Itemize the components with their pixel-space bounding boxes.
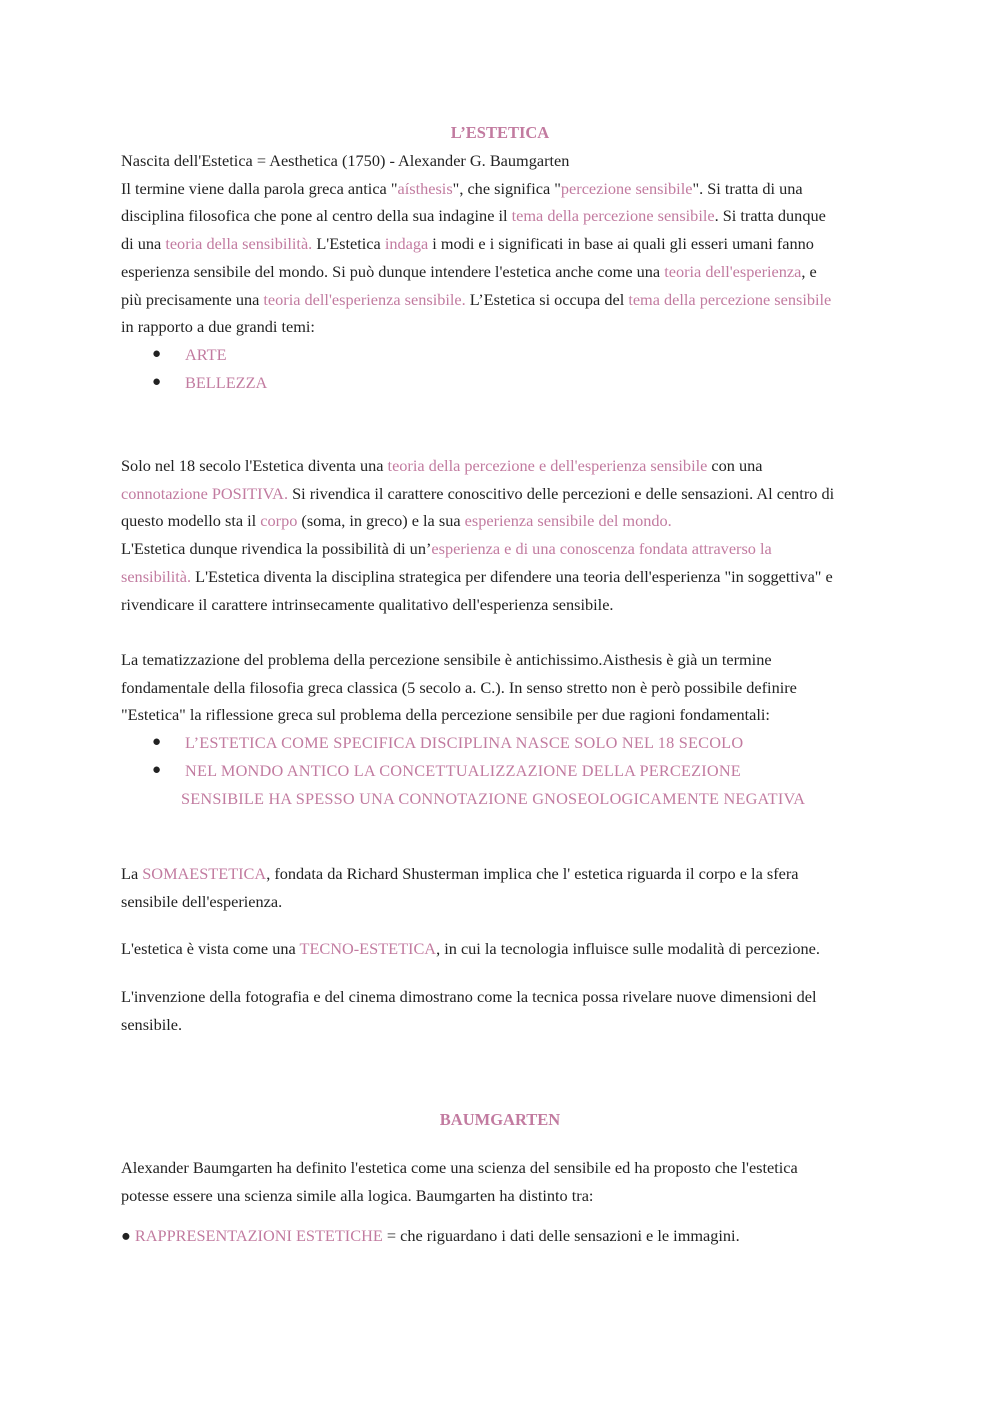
- highlight-teoria-esperienza-sensibile: teoria dell'esperienza sensibile.: [263, 289, 466, 309]
- p2-line-4: [121, 535, 891, 563]
- text: L'estetica è vista come una: [121, 939, 300, 958]
- highlight: sensibilità.: [121, 566, 192, 586]
- text: Si rivendica il carattere conoscitivo delle percezioni e delle sensazioni. Al centro di: [288, 483, 835, 503]
- highlight: teoria della percezione e dell'esperienza sensibile: [387, 456, 708, 475]
- text: (soma, in greco) e la sua: [297, 511, 465, 531]
- highlight-aisthesis: aísthesis: [397, 178, 453, 198]
- paragraph-18-secolo: [121, 452, 891, 618]
- intro-line-6: [121, 286, 891, 314]
- paragraph-rappresentazioni: [121, 1222, 891, 1250]
- intro-line-2: [121, 175, 891, 203]
- bullet-icon: ●: [152, 346, 162, 362]
- text: L'Estetica dunque rivendica la possibilità di un’: [121, 539, 432, 559]
- p4-line-2: sensibile dell'esperienza.: [121, 891, 283, 911]
- highlight-tema-percezione: tema della percezione sensibile: [628, 289, 832, 309]
- text: disciplina filosofica che pone al centro della sua indagine il: [121, 206, 512, 226]
- text: L’Estetica si occupa del: [465, 289, 629, 309]
- paragraph-fotografia: [121, 983, 891, 1038]
- text: L'Estetica diventa la disciplina strategica per difendere una teoria dell'esperienza "in soggettiva" e: [191, 566, 833, 586]
- p5-line-1: [121, 935, 891, 963]
- paragraph-baumgarten: [121, 1154, 891, 1209]
- text: Solo nel 18 secolo l'Estetica diventa una: [121, 456, 388, 475]
- text: ". Si tratta di una: [692, 178, 803, 198]
- bullet-icon: ●: [152, 762, 162, 778]
- intro-line-1: Nascita dell'Estetica = Aesthetica (1750) - Alexander G. Baumgarten: [121, 151, 570, 170]
- text: esperienza sensibile del mondo. Si può dunque intendere l'estetica anche come una: [121, 261, 665, 281]
- p4-line-1: [121, 860, 891, 888]
- bullet-icon: ●: [121, 1226, 135, 1245]
- bullet-icon: ●: [152, 374, 162, 390]
- highlight: esperienza e di una conoscenza fondata attraverso la: [431, 539, 772, 559]
- highlight: corpo: [260, 511, 298, 531]
- text: L'Estetica: [312, 234, 385, 254]
- p2-line-3: [121, 507, 891, 535]
- text: di una: [121, 234, 166, 254]
- list-item-disciplina: L’ESTETICA COME SPECIFICA DISCIPLINA NASCE SOLO NEL 18 SECOLO: [185, 733, 744, 752]
- text: questo modello sta il: [121, 511, 261, 531]
- highlight-indaga: indaga: [384, 234, 429, 254]
- intro-line-7: in rapporto a due grandi temi:: [121, 317, 315, 337]
- p2-line-1: [121, 452, 891, 480]
- intro-line-5: [121, 258, 891, 286]
- highlight-teoria-esperienza: teoria dell'esperienza: [664, 261, 802, 281]
- list-item-arte: ARTE: [185, 345, 227, 364]
- list-item-mondo-antico-cont: SENSIBILE HA SPESSO UNA CONNOTAZIONE GNOSEOLOGICAMENTE NEGATIVA: [181, 789, 806, 808]
- text: i modi e i significati in base ai quali gli esseri umani fanno: [428, 234, 814, 254]
- text: , in cui la tecnologia influisce sulle modalità di percezione.: [436, 939, 820, 958]
- paragraph-intro: [121, 147, 891, 341]
- text: La: [121, 864, 143, 883]
- highlight-tema: tema della percezione sensibile: [511, 206, 715, 226]
- text: , e: [801, 261, 817, 281]
- intro-line-3: [121, 202, 891, 230]
- highlight-percezione-sensibile: percezione sensibile: [560, 178, 693, 198]
- paragraph-tematizzazione: [121, 646, 891, 729]
- p6-line-1: L'invenzione della fotografia e del cinema dimostrano come la tecnica possa rivelare nuove dimensioni del: [121, 987, 817, 1006]
- text: con una: [707, 456, 763, 475]
- p7-line-1: Alexander Baumgarten ha definito l'estetica come una scienza del sensibile ed ha proposto che l'estetica: [121, 1158, 798, 1177]
- highlight-tecno-estetica: TECNO-ESTETICA: [299, 939, 437, 958]
- bullet-icon: ●: [152, 734, 162, 750]
- text: Il termine viene dalla parola greca antica ": [121, 178, 398, 198]
- text: più precisamente una: [121, 289, 264, 309]
- highlight: connotazione POSITIVA.: [121, 483, 289, 503]
- highlight-teoria-sensibilita: teoria della sensibilità.: [165, 234, 313, 254]
- p3-line-2: fondamentale della filosofia greca classica (5 secolo a. C.). In senso stretto non è però possibile definire: [121, 677, 797, 697]
- p2-line-2: [121, 480, 891, 508]
- paragraph-tecno-estetica: [121, 935, 891, 963]
- text: , fondata da Richard Shusterman implica che l' estetica riguarda il corpo e la sfera: [266, 864, 799, 883]
- highlight-somaestetica: SOMAESTETICA: [142, 864, 267, 883]
- p8-line-1: [121, 1222, 891, 1250]
- intro-line-4: [121, 230, 891, 258]
- text: ", che significa ": [452, 178, 561, 198]
- p7-line-2: potesse essere una scienza simile alla logica. Baumgarten ha distinto tra:: [121, 1185, 594, 1205]
- title-baumgarten: BAUMGARTEN: [439, 1110, 561, 1129]
- text: = che riguardano i dati delle sensazioni e le immagini.: [382, 1226, 740, 1245]
- p3-line-3: "Estetica" la riflessione greca sul problema della percezione sensibile per due ragioni fondamentali:: [121, 705, 770, 725]
- text: . Si tratta dunque: [714, 206, 826, 226]
- list-item-mondo-antico: NEL MONDO ANTICO LA CONCETTUALIZZAZIONE DELLA PERCEZIONE: [185, 761, 741, 780]
- p2-line-6: rivendicare il carattere intrinsecamente qualitativo dell'esperienza sensibile.: [121, 594, 614, 614]
- list-item-bellezza: BELLEZZA: [185, 373, 268, 392]
- p3-line-1: La tematizzazione del problema della percezione sensibile è antichissimo.Aisthesis è già un termine: [121, 650, 772, 669]
- p6-line-2: sensibile.: [121, 1014, 183, 1034]
- highlight: esperienza sensibile del mondo.: [464, 511, 672, 531]
- title-estetica: L’ESTETICA: [450, 123, 550, 142]
- highlight-rappresentazioni: RAPPRESENTAZIONI ESTETICHE: [134, 1226, 383, 1245]
- p2-line-5: [121, 563, 891, 591]
- paragraph-somaestetica: [121, 860, 891, 915]
